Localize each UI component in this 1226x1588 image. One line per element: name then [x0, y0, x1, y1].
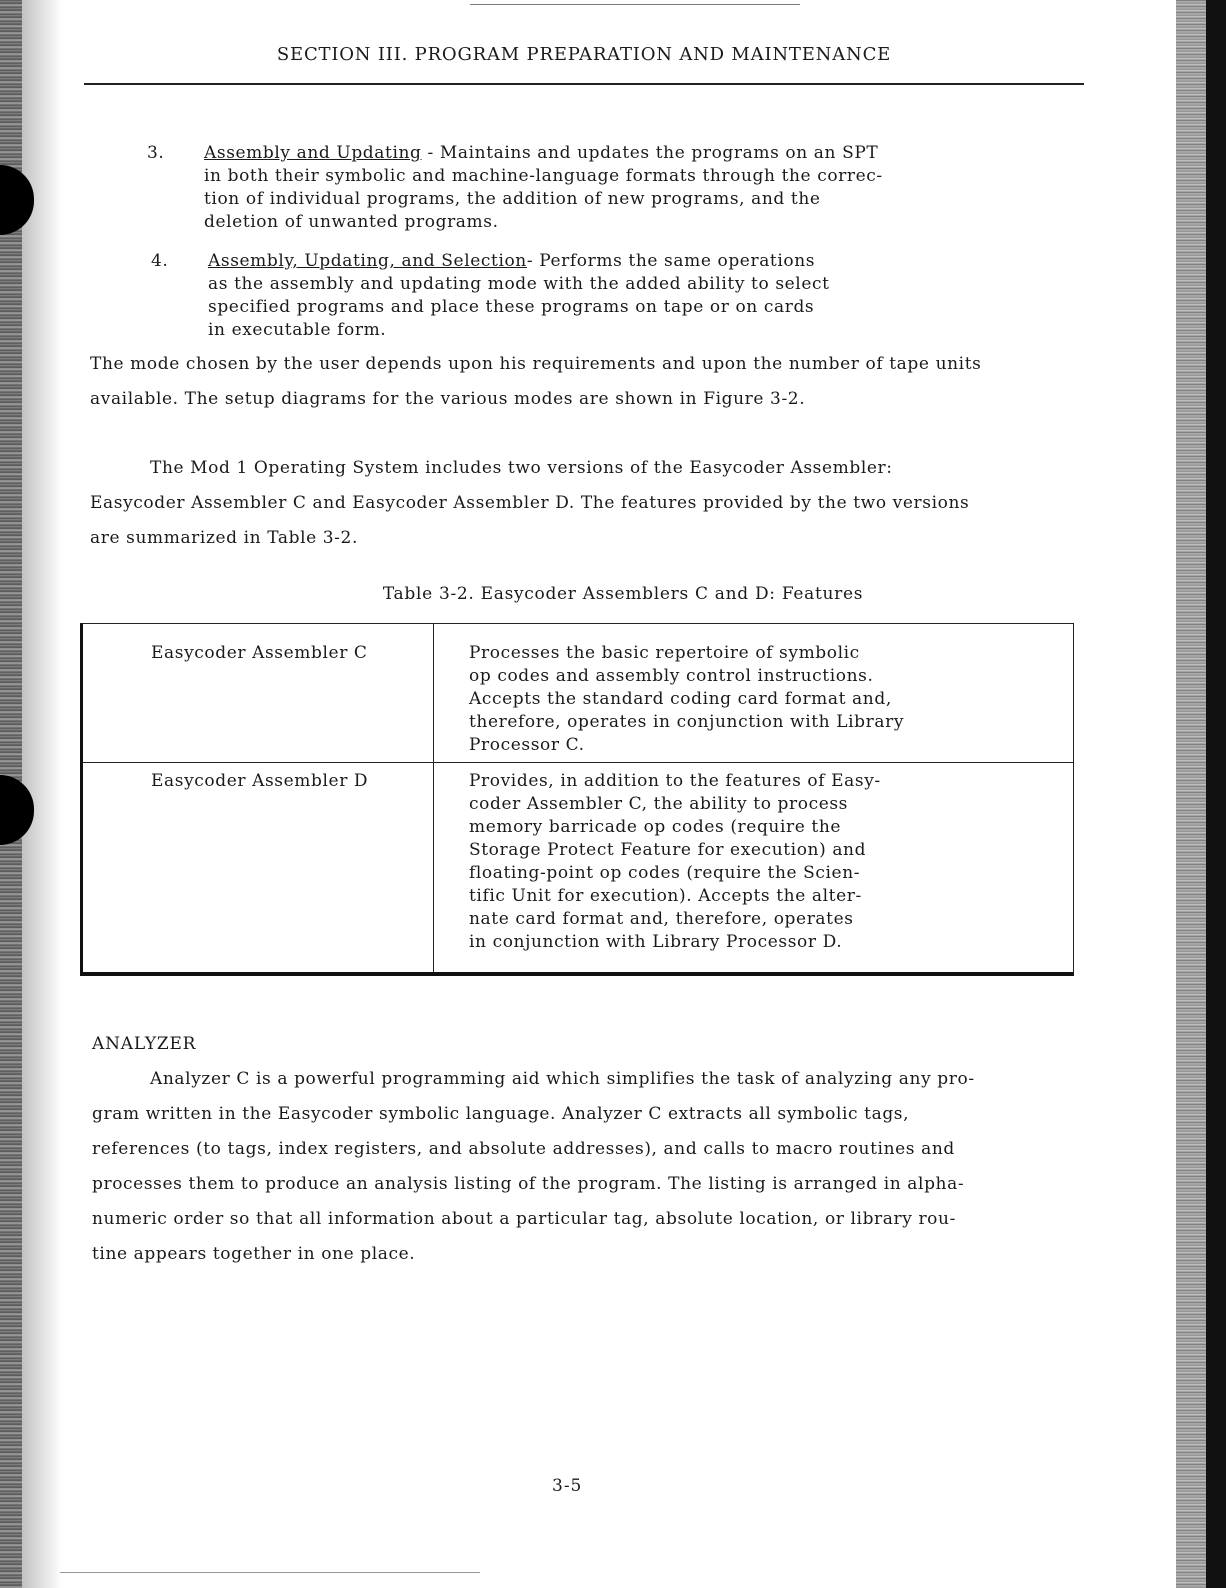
header-rule — [84, 83, 1084, 85]
features-table — [80, 623, 1074, 976]
mode-item-line: specified programs and place these programs on tape or on cards — [208, 297, 815, 317]
paragraph-line — [92, 1062, 1092, 1097]
table-cell-line: Processor C. — [469, 735, 585, 755]
mode-item-line: in both their symbolic and machine-language formats through the correc- — [204, 166, 883, 186]
table-cell-assembler-name: Easycoder Assembler C — [151, 643, 368, 663]
mode-item-text: Maintains and updates the programs on an SPT — [439, 143, 879, 163]
table-cell-assembler-name: Easycoder Assembler D — [151, 771, 369, 791]
mode-item-line — [204, 142, 994, 165]
section-heading-analyzer: ANALYZER — [92, 1034, 197, 1054]
mode-item-line: deletion of unwanted programs. — [204, 212, 499, 232]
table-caption: Table 3-2. Easycoder Assemblers C and D: Features — [382, 584, 864, 604]
mode-item-separator: - — [526, 251, 540, 271]
page-number: 3-5 — [552, 1476, 583, 1496]
scan-edge-right-dark — [1206, 0, 1226, 1588]
paragraph-line: numeric order so that all information about a particular tag, absolute location, or library rou- — [92, 1209, 956, 1229]
table-cell-line: coder Assembler C, the ability to process — [469, 794, 849, 814]
mode-item-line — [208, 250, 998, 273]
table-cell-line: op codes and assembly control instructions. — [469, 666, 874, 686]
paragraph-line-text: Analyzer C is a powerful programming aid which simplifies the task of analyzing any pro- — [150, 1069, 975, 1089]
table-cell-features — [469, 642, 989, 757]
paragraph-line: gram written in the Easycoder symbolic language. Analyzer C extracts all symbolic tags, — [92, 1104, 910, 1124]
table-cell-line: Processes the basic repertoire of symbolic — [469, 643, 860, 663]
table-cell-line: floating-point op codes (require the Scien- — [469, 863, 861, 883]
paragraph-assembler-versions — [90, 451, 1090, 556]
mode-item-line: in executable form. — [208, 320, 387, 340]
paragraph-line: tine appears together in one place. — [92, 1244, 416, 1264]
paragraph-line: Easycoder Assembler C and Easycoder Assembler D. The features provided by the two versions — [90, 493, 970, 513]
paragraph-line: processes them to produce an analysis listing of the program. The listing is arranged in alpha- — [92, 1174, 965, 1194]
table-cell-line: tific Unit for execution). Accepts the alter- — [469, 886, 862, 906]
paragraph-mode-choice — [90, 347, 1090, 417]
table-column-divider — [433, 624, 434, 972]
mode-item-number: 3. — [147, 143, 165, 163]
paragraph-analyzer — [92, 1062, 1092, 1272]
mode-item-text: Performs the same operations — [539, 251, 816, 271]
mode-item-title: Assembly, Updating, and Selection — [208, 251, 527, 271]
table-cell-line: Accepts the standard coding card format and, — [469, 689, 892, 709]
paragraph-line — [90, 451, 1090, 486]
table-cell-line: nate card format and, therefore, operates — [469, 909, 854, 929]
paragraph-line-text: The Mod 1 Operating System includes two versions of the Easycoder Assembler: — [150, 458, 893, 478]
paragraph-line: The mode chosen by the user depends upon his requirements and upon the number of tape units — [90, 354, 982, 374]
table-row-divider — [83, 762, 1073, 763]
table-cell-line: in conjunction with Library Processor D. — [469, 932, 843, 952]
paragraph-line: references (to tags, index registers, and absolute addresses), and calls to macro routines and — [92, 1139, 955, 1159]
mode-item-line: as the assembly and updating mode with the added ability to select — [208, 274, 830, 294]
bottom-scan-line — [60, 1572, 480, 1573]
table-cell-line: memory barricade op codes (require the — [469, 817, 842, 837]
mode-item-line: tion of individual programs, the addition of new programs, and the — [204, 189, 821, 209]
mode-item-body — [204, 142, 994, 234]
mode-item-number: 4. — [151, 251, 169, 271]
table-cell-features — [469, 770, 989, 954]
table-cell-line: therefore, operates in conjunction with Library — [469, 712, 905, 732]
mode-item-body — [208, 250, 998, 342]
paragraph-line: available. The setup diagrams for the various modes are shown in Figure 3-2. — [90, 389, 806, 409]
page-header: SECTION III. PROGRAM PREPARATION AND MAINTENANCE — [276, 44, 892, 65]
top-scan-line — [470, 4, 800, 5]
paragraph-line: are summarized in Table 3-2. — [90, 528, 358, 548]
table-cell-line: Provides, in addition to the features of Easy- — [469, 771, 881, 791]
mode-item-title: Assembly and Updating — [204, 143, 422, 163]
mode-item-separator: - — [421, 143, 440, 163]
table-cell-line: Storage Protect Feature for execution) and — [469, 840, 867, 860]
